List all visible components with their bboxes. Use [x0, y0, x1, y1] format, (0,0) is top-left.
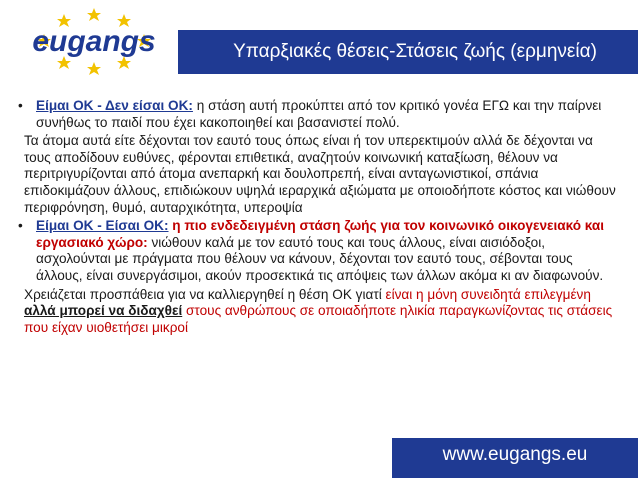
- footer-bar: [392, 438, 638, 478]
- bullet-2: [18, 218, 622, 284]
- slide-footer: [0, 438, 638, 478]
- title-bar: [178, 30, 638, 74]
- bullet-2-highlight: η πιο ενδεδειγμένη στάση ζωής για τον κοινωνικό οικογενειακό και εργασιακό χώρο:: [36, 218, 605, 250]
- paragraph-2-start: Χρειάζεται προσπάθεια για να καλλιεργηθεί η θέση ΟΚ γιατί: [24, 286, 386, 302]
- bullet-dot-icon: •: [18, 218, 23, 234]
- bullet-dot-icon: •: [18, 98, 23, 113]
- paragraph-2-end: στους ανθρώπους σε οποιαδήποτε ηλικία παραγκωνίζοντας τις στάσεις που είχαν υιοθετήσει μικροί: [24, 303, 613, 335]
- paragraph-2: [18, 287, 622, 337]
- paragraph-2-highlight: είναι η μόνη συνειδητά επιλεγμένη: [385, 286, 591, 302]
- footer-url[interactable]: www.eugangs.eu: [442, 444, 588, 465]
- bullet-1-text: η στάση αυτή προκύπτει από τον κριτικό γονέα ΕΓΩ και την παίρνει συνήθως το παιδί που έχει κακοποιηθεί και βασανιστεί πολύ.: [36, 98, 602, 130]
- slide-content: [18, 98, 622, 336]
- bullet-2-text: νιώθουν καλά με τον εαυτό τους και τους άλλους, είναι αισιόδοξοι, ασχολούνται με πράγματα που θέλουν να κάνουν, δέχονται τον εαυτό τους, σέβονται τους άλλους, είναι συνεργάσιμοι, ακούν προσεκτικά τις απόψεις των άλλων ακόμα κι αν διαφωνούν.: [36, 234, 604, 283]
- slide-header: [0, 0, 638, 88]
- slide-title: Υπαρξιακές θέσεις-Στάσεις ζωής (ερμηνεία): [233, 41, 597, 62]
- paragraph-2-emphasis: αλλά μπορεί να διδαχθεί: [24, 303, 183, 319]
- bullet-2-heading: Είμαι ΟΚ - Είσαι ΟΚ:: [36, 218, 169, 234]
- logo-text: eugangs: [32, 25, 156, 58]
- bullet-1: [18, 98, 622, 131]
- bullet-1-heading: Είμαι ΟΚ - Δεν είσαι ΟΚ:: [36, 98, 193, 113]
- paragraph-1: Τα άτομα αυτά είτε δέχονται τον εαυτό τους όπως είναι ή τον υπερεκτιμούν αλλά δε δέχονται να τους αποδίδουν ευθύνες, φέρονται επιθετικά, αναζητούν κοινωνική καταξίωση, θέλουν να περιτριγυρίζονται από άτομα ανεπαρκή και δουλοπρεπή, είναι ανταγωνιστικοί, σπάνια επιδοκιμάζουν άλλους, επιδιώκουν υψηλά ιεραρχικά αξιώματα με οποιοδήποτε κόστος και νιώθουν περιφρόνηση, θυμό, αυταρχικότητα, υπεροψία: [24, 133, 616, 215]
- eugangs-logo: [14, 4, 174, 80]
